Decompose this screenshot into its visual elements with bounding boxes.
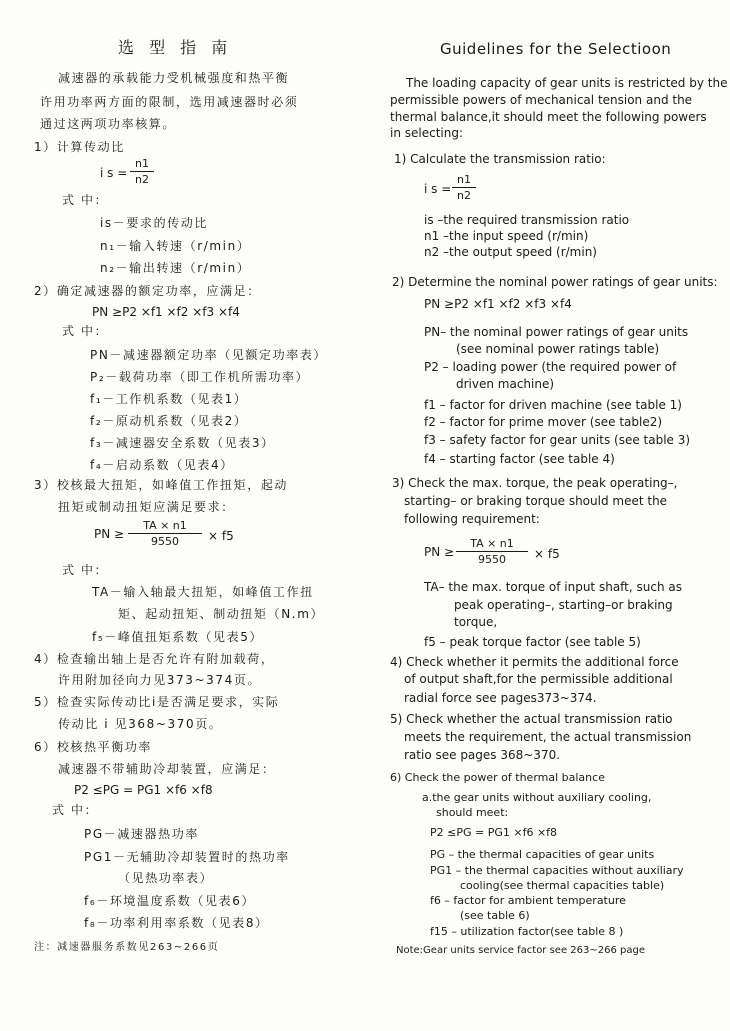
where-label: 式 中： <box>62 563 109 577</box>
ratio-lhs: i s = <box>100 166 128 180</box>
section-5-text-cont: meets the requirement, the actual transmission <box>404 730 692 744</box>
definition-item: f4 – starting factor (see table 4) <box>424 452 615 466</box>
definition-item-cont: peak operating–, starting–or braking <box>454 598 673 612</box>
fraction-denominator: n2 <box>457 189 471 202</box>
section-6-sub-cont: should meet: <box>436 806 509 819</box>
definition-item: f1 – factor for driven machine (see table 1) <box>424 398 682 412</box>
power-formula: PN ≥P2 ×f1 ×f2 ×f3 ×f4 <box>92 305 240 319</box>
torque-rhs: × f5 <box>534 547 560 561</box>
definition-item: f5 – peak torque factor (see table 5) <box>424 635 641 649</box>
page-title-zh: 选 型 指 南 <box>118 38 233 57</box>
fraction-numerator: TA × n1 <box>143 519 187 532</box>
definition-item: f₁－工作机系数（见表1） <box>90 392 248 406</box>
ratio-fraction <box>452 174 476 201</box>
definition-item: f₆－环境温度系数（见表6） <box>84 894 256 908</box>
ratio-fraction <box>130 158 154 185</box>
torque-rhs: × f5 <box>208 529 234 543</box>
fraction-numerator: TA × n1 <box>470 537 514 550</box>
definition-item: f6 – factor for ambient temperature <box>430 894 626 907</box>
torque-lhs: PN ≥ <box>94 527 125 541</box>
ratio-lhs: i s = <box>424 182 452 196</box>
fraction-denominator: 9550 <box>151 535 179 548</box>
fraction-numerator: n1 <box>135 157 149 170</box>
definition-item: n₁－输入转速（r/min） <box>100 239 251 253</box>
intro-line: in selecting: <box>390 126 464 140</box>
definition-item: f₈－功率利用率系数（见表8） <box>84 916 269 930</box>
section-5-text: 5) Check whether the actual transmission ratio <box>390 712 673 726</box>
intro-line: 减速器的承载能力受机械强度和热平衡 <box>58 71 290 85</box>
torque-fraction <box>128 520 202 547</box>
section-3-heading-cont: following requirement: <box>404 512 540 526</box>
definition-item: f₃－减速器安全系数（见表3） <box>90 436 275 450</box>
section-2-heading: 2）确定减速器的额定功率，应满足： <box>34 284 261 298</box>
definition-item: f₂－原动机系数（见表2） <box>90 414 248 428</box>
power-formula: PN ≥P2 ×f1 ×f2 ×f3 ×f4 <box>424 297 572 311</box>
definition-item: PG1－无辅助冷却装置时的热功率 <box>84 850 290 864</box>
definition-item: is－要求的传动比 <box>100 216 208 230</box>
fraction-numerator: n1 <box>457 173 471 186</box>
section-5-text-cont: ratio see pages 368~370. <box>404 748 561 762</box>
fraction-bar <box>128 533 202 534</box>
section-3-heading: 3) Check the max. torque, the peak operating–, <box>392 476 678 490</box>
definition-item: TA– the max. torque of input shaft, such as <box>424 580 682 594</box>
thermal-formula: P2 ≤PG = PG1 ×f6 ×f8 <box>74 783 213 797</box>
section-3-heading-cont: starting– or braking torque should meet the <box>404 494 668 508</box>
fraction-bar <box>452 187 476 188</box>
definition-item: f2 – factor for prime mover (see table2) <box>424 415 663 429</box>
section-4-text: 4）检查输出轴上是否允许有附加载荷， <box>34 652 275 666</box>
section-2-heading: 2) Determine the nominal power ratings of gear units: <box>392 275 718 289</box>
definition-item-cont: torque, <box>454 615 498 629</box>
definition-item: f15 – utilization factor(see table 8 ) <box>430 925 624 938</box>
section-6-sub: 减速器不带辅助冷却装置，应满足： <box>58 762 276 776</box>
page-title-en: Guidelines for the Selectioon <box>440 40 672 58</box>
definition-item: PN– the nominal power ratings of gear units <box>424 325 689 339</box>
section-4-text: 4) Check whether it permits the additional force <box>390 655 679 669</box>
section-6-heading: 6) Check the power of thermal balance <box>390 771 605 784</box>
definition-item: n1 –the input speed (r/min) <box>424 229 589 243</box>
where-label: 式 中： <box>52 803 99 817</box>
section-3-heading: 3）校核最大扭矩，如峰值工作扭矩，起动 <box>34 478 289 492</box>
section-5-text: 5）检查实际传动比i是否满足要求，实际 <box>34 695 280 709</box>
where-label: 式 中： <box>62 324 109 338</box>
definition-item-cont: 矩、起动扭矩、制动扭矩（N.m） <box>118 607 325 621</box>
section-1-heading: 1) Calculate the transmission ratio: <box>394 152 606 166</box>
definition-item: n2 –the output speed (r/min) <box>424 245 597 259</box>
intro-line: 许用功率两方面的限制，选用减速器时必须 <box>40 95 299 109</box>
section-4-text-cont: of output shaft,for the permissible additional <box>404 672 673 686</box>
intro-line: The loading capacity of gear units is restricted by the <box>406 76 728 90</box>
definition-item: PG – the thermal capacities of gear units <box>430 848 655 861</box>
footnote-en: Note:Gear units service factor see 263~266 page <box>396 945 645 956</box>
definition-item-cont: cooling(see thermal capacities table) <box>460 879 665 892</box>
thermal-formula: P2 ≤PG = PG1 ×f6 ×f8 <box>430 826 558 839</box>
fraction-bar <box>130 171 154 172</box>
intro-line: thermal balance,it should meet the following powers <box>390 110 707 124</box>
definition-item-cont: driven machine) <box>456 377 555 391</box>
intro-line: 通过这两项功率核算。 <box>40 117 177 131</box>
definition-item: n₂－输出转速（r/min） <box>100 261 251 275</box>
definition-item: P₂－载荷功率（即工作机所需功率） <box>90 370 310 384</box>
definition-item: is –the required transmission ratio <box>424 213 630 227</box>
section-4-text-cont: 许用附加径向力见373~374页。 <box>58 673 262 687</box>
definition-item: f₄－启动系数（见表4） <box>90 458 234 472</box>
torque-lhs: PN ≥ <box>424 545 455 559</box>
definition-item: PG1 – the thermal capacities without auxiliary <box>430 864 684 877</box>
section-4-text-cont: radial force see pages373~374. <box>404 691 597 705</box>
definition-item-cont: (see table 6) <box>460 909 530 922</box>
footnote-zh: 注：减速器服务系数见263~266页 <box>34 942 220 953</box>
where-label: 式 中： <box>62 193 109 207</box>
section-5-text-cont: 传动比 i 见368~370页。 <box>58 717 223 731</box>
definition-item: PN－减速器额定功率（见额定功率表） <box>90 348 328 362</box>
definition-item-cont: （见热功率表） <box>118 871 214 885</box>
definition-item: TA－输入轴最大扭矩，如峰值工作扭 <box>92 585 314 599</box>
section-6-sub: a.the gear units without auxiliary cooling, <box>422 791 652 804</box>
fraction-denominator: 9550 <box>478 553 506 566</box>
definition-item: P2 – loading power (the required power of <box>424 360 677 374</box>
section-3-heading-cont: 扭矩或制动扭矩应满足要求： <box>58 500 235 514</box>
section-1-heading: 1）计算传动比 <box>34 140 125 154</box>
section-6-heading: 6）校核热平衡功率 <box>34 740 153 754</box>
definition-item: PG－减速器热功率 <box>84 827 199 841</box>
fraction-bar <box>456 551 528 552</box>
torque-fraction <box>456 538 528 565</box>
intro-line: permissible powers of mechanical tension and the <box>390 93 693 107</box>
definition-item: f3 – safety factor for gear units (see table 3) <box>424 433 691 447</box>
definition-item-cont: (see nominal power ratings table) <box>456 342 660 356</box>
definition-item: f₅－峰值扭矩系数（见表5） <box>92 630 264 644</box>
fraction-denominator: n2 <box>135 173 149 186</box>
